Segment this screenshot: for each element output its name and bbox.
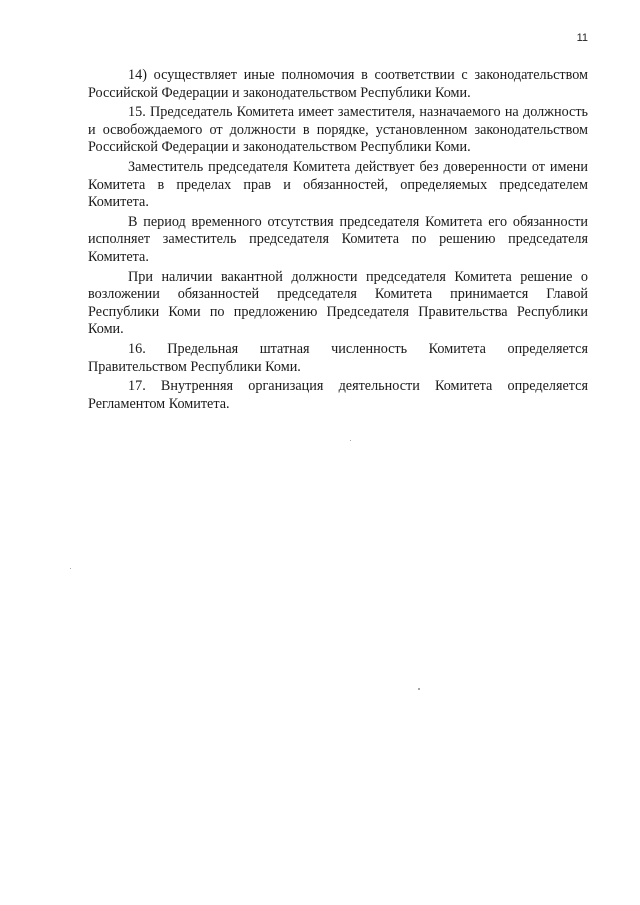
paragraph-14-powers: 14) осуществляет иные полномочия в соответствии с законодательством Российской Федерации и законодательством Республики Коми.	[88, 67, 588, 101]
paragraph-temporary-absence: В период временного отсутствия председателя Комитета его обязанности исполняет заместитель председателя Комитета по решению председателя Комитета.	[88, 213, 588, 265]
paragraph-deputy-authority: Заместитель председателя Комитета действует без доверенности от имени Комитета в пределах прав и обязанностей, определяемых председателем Комитета.	[88, 158, 588, 211]
document-body	[88, 67, 588, 415]
page-number: 11	[576, 32, 588, 44]
scan-speck	[70, 568, 71, 569]
paragraph-15-deputy: 15. Председатель Комитета имеет заместителя, назначаемого на должность и освобождаемого от должности в порядке, установленном законодательством Российской Федерации и законодательством Республики Коми.	[88, 104, 588, 156]
paragraph-vacant-position: При наличии вакантной должности председателя Комитета решение о возложении обязанностей председателя Комитета принимается Главой Республики Коми по предложению Председателя Правительства Республики Коми.	[88, 268, 588, 338]
scan-speck	[350, 440, 351, 441]
scan-speck	[418, 688, 420, 690]
paragraph-16-staff-limit: 16. Предельная штатная численность Комитета определяется Правительством Республики Коми.	[88, 340, 588, 375]
paragraph-17-internal-organization: 17. Внутренняя организация деятельности Комитета определяется Регламентом Комитета.	[88, 378, 588, 412]
